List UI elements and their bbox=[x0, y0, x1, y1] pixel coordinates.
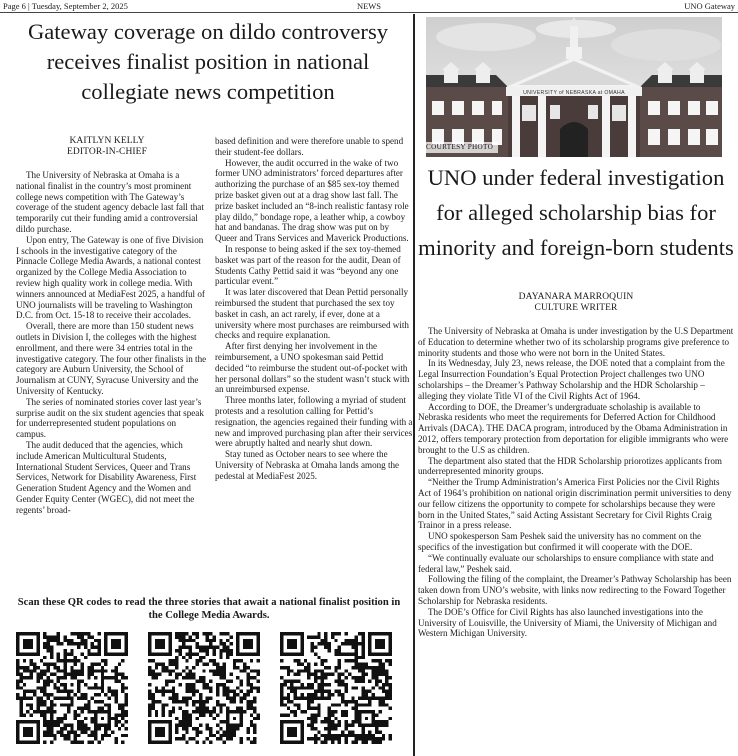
story1-paragraph: It was later discovered that Dean Pettid personally reimbursed the student that purchased the sex toy basket in cash, an act rarely, if ever, done at a university where most purchases are reimbursed with checks and require explanation. bbox=[215, 287, 409, 341]
building-sign: UNIVERSITY of NEBRASKA at OMAHA bbox=[523, 90, 625, 96]
story1-paragraph: The series of nominated stories cover last year’s surprise audit on the six student agencies that speak for underrepresented student populations on campus. bbox=[16, 396, 204, 440]
section-name: NEWS bbox=[356, 1, 382, 11]
qr-caption: Scan these QR codes to read the three stories that await a national finalist position in the College Media Awards. bbox=[17, 597, 401, 621]
publication-name: UNO Gateway bbox=[684, 1, 735, 11]
story1-paragraph: After first denying her involvement in the reimbursement, a UNO spokesman said Pettid decided “to reimburse the student out-of-pocket with her personal dollars” so the student wasn’t stuck with an unreimbursed expense. bbox=[215, 341, 410, 395]
story2-body bbox=[418, 326, 734, 639]
story1-paragraph: However, the audit occurred in the wake of two former UNO administrators’ forced departures after authorizing the purchase of an $85 sex-toy themed prize basket given out at a drag show last fall. The prize basket included an “8-inch realistic fantasy role play dildo,” bondage rope, a leather whip, a cowboy hat and bandanas. The drag show was put on by Queer and Trans Services and Maverick Productions. bbox=[215, 157, 409, 244]
story2-paragraph: The DOE’s Office for Civil Rights has also launched investigations into the University of Louisville, the University of Miami, the University of Michigan and Western Michigan University. bbox=[418, 606, 717, 639]
story1-byline bbox=[12, 136, 202, 158]
story2-paragraph: UNO spokesperson Sam Peshek said the university has no comment on the specifics of the investigation but confirmed it will cooperate with the DOE. bbox=[418, 531, 702, 552]
story2-author-title: CULTURE WRITER bbox=[534, 303, 618, 313]
story2-byline bbox=[418, 292, 734, 314]
story2-paragraph: “Neither the Trump Administration’s America First Policies nor the Civil Rights Act of 1964’s prohibition on national origin discrimination permit universities to deny our fellow citizens the opportunity to compete for scholarships because they were born in the United States,” said Acting Assistant Secretary for Civil Rights Craig Trainor in a press release. bbox=[418, 477, 732, 531]
photo-credit: COURTESY PHOTO bbox=[426, 143, 494, 151]
story1-paragraph: The audit deduced that the agencies, which include American Multicultural Students, International Student Services, Queer and Trans Services, Network for Disability Awareness, First Generation Student Agency and the Women and Gender Equity Center (WGEC), did not meet the regents’ broad- bbox=[16, 439, 197, 515]
building-photo bbox=[426, 17, 722, 157]
story1-paragraph: Three months later, following a myriad of student protests and a resolution calling for Pettid’s resignation, the agencies regained their funding with a new and improved purchasing plan after their services were abruptly halted and nearly shut down. bbox=[215, 395, 413, 449]
story2-paragraph: In its Wednesday, July 23, news release, the DOE noted that a complaint from the Legal Insurrection Foundation’s Equal Protection Project challenges two UNO scholarships – the Dreamer’s Pathway Scholarship and the HDR Scholarship – alleging they violate Title VI of the Civil Rights Act of 1964. bbox=[418, 358, 725, 401]
story1-column-1 bbox=[16, 170, 207, 516]
column-divider bbox=[413, 14, 415, 756]
story1-paragraph: Stay tuned as October nears to see where the University of Nebraska at Omaha lands among the pedestal at MediaFest 2025. bbox=[215, 449, 400, 481]
story2-paragraph: Following the filing of the complaint, the Dreamer’s Pathway Scholarship has been taken down from UNO’s website, with links now redirecting to the Foward Together Scholarship for Nebraska residents. bbox=[418, 574, 732, 606]
story2-author: DAYANARA MARROQUIN bbox=[518, 292, 634, 302]
qr-code[interactable] bbox=[16, 632, 128, 744]
story1-author-title: EDITOR-IN-CHIEF bbox=[67, 147, 147, 157]
story2-headline: UNO under federal investigation for alleged scholarship bias for minority and foreign-born students bbox=[418, 165, 734, 260]
story1-column-2 bbox=[215, 136, 413, 482]
story2-paragraph: “We continually evaluate our scholarships to ensure compliance with state and federal law,” Peshek said. bbox=[418, 552, 714, 574]
story1-paragraph: Overall, there are more than 150 student news outlets in Division I, the colleges with the highest enrollment, and there were 34 entries total in the investigative category. The four other finalists in the category are Auburn University, the School of Journalism at CUNY, Syracuse University and the University of Kentucky. bbox=[16, 321, 207, 396]
qr-code[interactable] bbox=[148, 632, 260, 744]
story1-paragraph: In response to being asked if the sex toy-themed basket was part of the reason for the audit, Dean of Students Cathy Pettid said it was “beyond any one particular event.” bbox=[215, 243, 401, 287]
story2-paragraph: The University of Nebraska at Omaha is under investigation by the U.S Department of Education to determine whether two of its scholarship programs give preference to minority students and those who were not born in the United States. bbox=[418, 326, 734, 358]
qr-code[interactable] bbox=[280, 632, 392, 744]
university-building-illustration bbox=[426, 17, 722, 157]
story2-paragraph: According to DOE, the Dreamer’s undergraduate scholaship is available to Nebraska residents who meet the requirements for Deferred Action for Childhood Arrivals (DACA). THE DACA program, introduced by the Obama Administration in 2012, offers temporary protection from deportation for eligible immigrants who were brought to the U.S as children. bbox=[418, 401, 729, 455]
story2-paragraph: The department also stated that the HDR Scholarship priorotizes applicants from underrepresented minority groups. bbox=[418, 455, 722, 477]
story1-headline: Gateway coverage on dildo controversy receives finalist position in national collegiate news competition bbox=[27, 19, 389, 104]
story1-paragraph: The University of Nebraska at Omaha is a national finalist in the country’s most prominent college news competition with The Gateway’s coverage of the student agency debacle last fall that temporarily cut their funding amid a controversial dildo purchase. bbox=[16, 170, 204, 234]
story1-paragraph-continued: based definition and were therefore unable to spend their student-fee dollars. bbox=[215, 136, 404, 157]
page-header bbox=[0, 0, 738, 13]
story1-author: KAITLYN KELLY bbox=[69, 136, 145, 146]
story1-paragraph: Upon entry, The Gateway is one of five Division I schools in the investigative category of the Pinnacle College Media Awards, a national contest organized by the College Media Association to review high quality work in college media. With winners announced at MediaFest 2025, a handful of UNO journalists will be traveling to Washington D.C. from Oct. 15-18 to receive their accolades. bbox=[16, 234, 205, 321]
page-date: Page 6 | Tuesday, September 2, 2025 bbox=[3, 1, 128, 11]
